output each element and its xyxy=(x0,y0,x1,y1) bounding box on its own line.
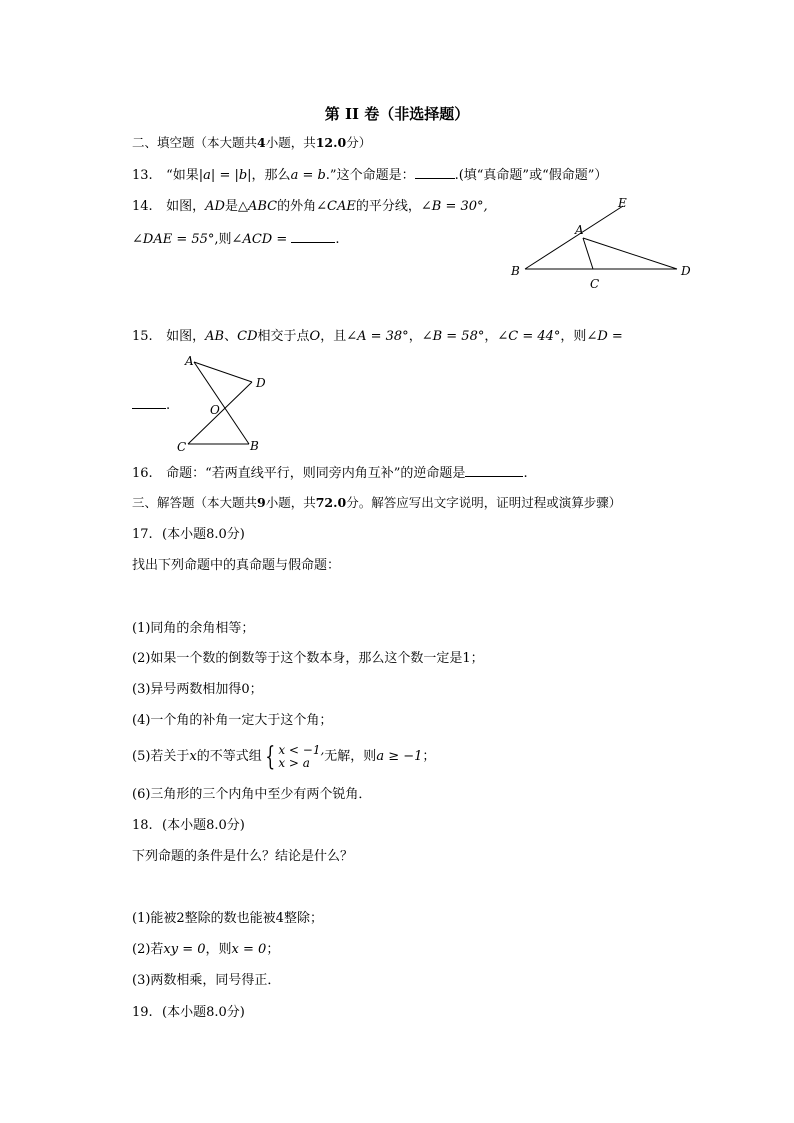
label-A: A xyxy=(185,354,194,368)
label-B: B xyxy=(511,264,520,278)
question-17-item-4: (4)一个角的补角一定大于这个角； xyxy=(132,713,333,728)
answer-blank[interactable] xyxy=(132,396,166,409)
inequality-system: x < −1, x > a xyxy=(278,742,325,770)
question-18-header: 18. (本小题8.0分) xyxy=(132,818,245,833)
section-2-header: 二、填空题（本大题共4小题，共12.0分） xyxy=(132,135,372,150)
question-14-line-2: ∠DAE = 55°,则∠ACD = . xyxy=(132,232,340,247)
line-AC xyxy=(583,238,593,269)
segment-AD xyxy=(194,362,252,382)
question-17-item-1: (1)同角的余角相等； xyxy=(132,621,255,636)
line-BE xyxy=(525,206,623,269)
line-AD xyxy=(583,238,677,269)
q14-figure xyxy=(505,195,700,295)
question-18-item-3: (3)两数相乘，同号得正． xyxy=(132,973,281,988)
question-18-item-2: (2)若xy = 0，则x = 0； xyxy=(132,942,280,957)
question-13: 13. “如果|a| = |b|，那么a = b.”这个命题是： .(填“真命题”或“假命题”） xyxy=(132,168,608,183)
label-O: O xyxy=(210,403,220,417)
question-16: 16. 命题：“若两直线平行，则同旁内角互补”的逆命题是 . xyxy=(132,466,528,481)
brace-icon: { xyxy=(265,741,276,772)
segment-AB xyxy=(194,362,249,444)
answer-blank[interactable] xyxy=(465,464,523,477)
question-14-line-1: 14. 如图，AD是△ABC的外角∠CAE的平分线，∠B = 30°, xyxy=(132,199,488,214)
question-17-item-3: (3)异号两数相加得0； xyxy=(132,682,263,697)
question-17-item-2: (2)如果一个数的倒数等于这个数本身，那么这个数一定是1； xyxy=(132,651,484,666)
question-17-prompt: 找出下列命题中的真命题与假命题： xyxy=(132,558,341,573)
question-17-item-6: (6)三角形的三个内角中至少有两个锐角． xyxy=(132,787,372,802)
label-B: B xyxy=(250,439,259,453)
question-17-item-5: (5)若关于x的不等式组 { x < −1, x > a 无解，则a ≥ −1； xyxy=(132,741,436,772)
answer-blank[interactable] xyxy=(291,230,335,243)
answer-blank[interactable] xyxy=(415,166,455,179)
section-3-header: 三、解答题（本大题共9小题，共72.0分。解答应写出文字说明，证明过程或演算步骤） xyxy=(132,495,622,510)
label-C: C xyxy=(590,277,600,291)
question-18-prompt: 下列命题的条件是什么？结论是什么？ xyxy=(132,849,354,864)
label-A: A xyxy=(575,223,584,237)
question-17-header: 17. (本小题8.0分) xyxy=(132,527,245,542)
q15-figure xyxy=(172,350,272,455)
question-19-header: 19. (本小题8.0分) xyxy=(132,1005,245,1020)
question-15: 15. 如图，AB、CD相交于点O，且∠A = 38°，∠B = 58°，∠C = 44°，则∠D = xyxy=(132,329,623,344)
label-D: D xyxy=(256,376,266,390)
label-E: E xyxy=(618,196,627,210)
label-C: C xyxy=(177,440,187,454)
question-18-item-1: (1)能被2整除的数也能被4整除； xyxy=(132,911,323,926)
question-15-answer: . xyxy=(132,396,170,415)
page-title: 第 II 卷（非选择题） xyxy=(324,105,470,123)
label-D: D xyxy=(681,264,691,278)
